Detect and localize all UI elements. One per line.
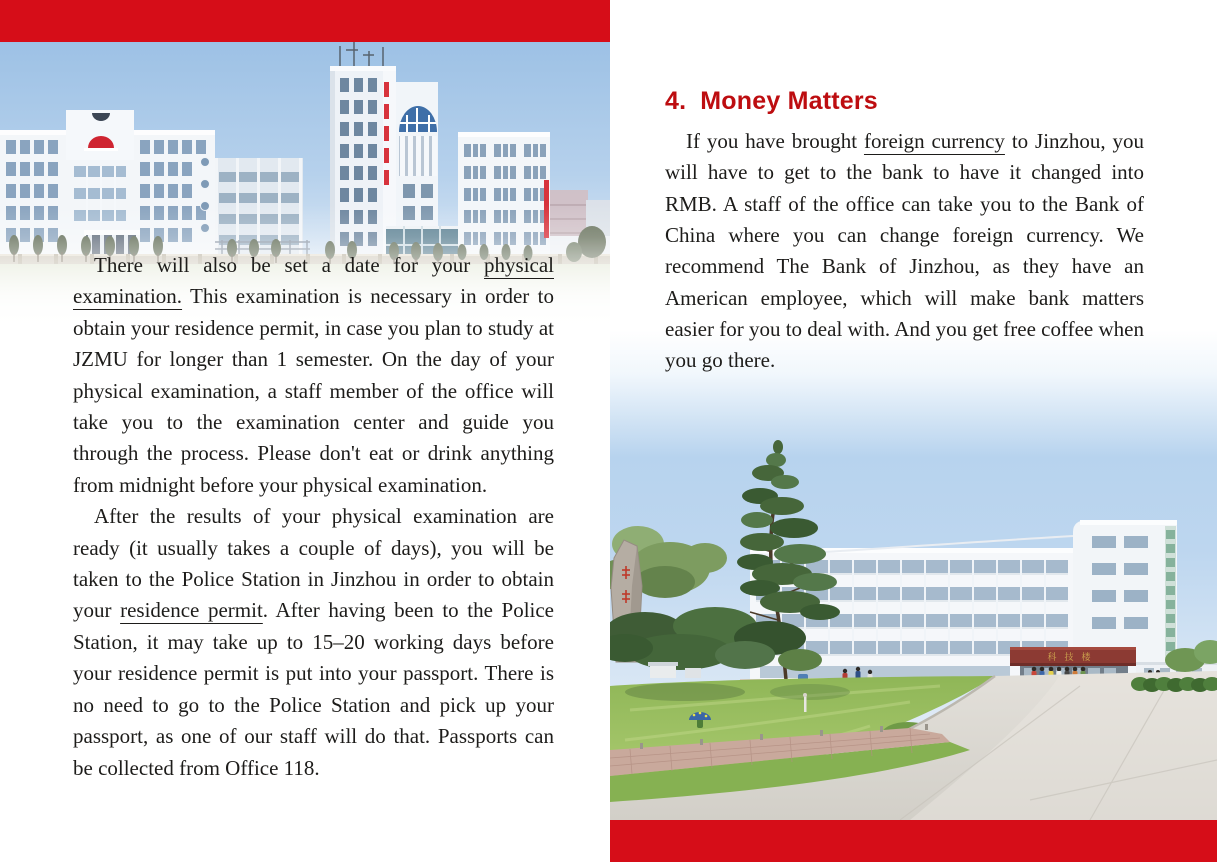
left-text-block: [73, 250, 554, 784]
paragraph-money-matters: [665, 126, 1144, 377]
paragraph-physical-examination: [73, 250, 554, 501]
lawn-pole: [804, 696, 807, 712]
entrance-sign: 科技楼: [1047, 652, 1099, 662]
underlined-phrase: foreign currency: [863, 129, 1005, 153]
underlined-phrase: physical examination.: [73, 253, 554, 309]
section-title: Money Matters: [700, 87, 878, 115]
science-building-lawn-photo: [610, 330, 1217, 820]
section-heading: [665, 87, 878, 116]
science-building-illustration: [610, 330, 1217, 820]
text-segment: There will also be set a date for your: [94, 253, 485, 277]
text-segment: This examination is necessary in order to obtain your residence permit, in case you plan to study at JZMU for longer than 1 semester. On the day of your physical examination, a staff member of the office will take you to the examination center and guide you through the process. Please don't eat or drink anything from midnight before your physical examination.: [73, 284, 554, 497]
right-text-block: [665, 126, 1144, 377]
text-segment: to Jinzhou, you will have to get to the bank to have it changed into RMB. A staff of the office can take you to the Bank of China where you can change foreign currency. We recommend The Bank of Jinzhou, as they have an American employee, which will make bank matters easier for you to deal with. And you get free coffee when you go there.: [665, 129, 1144, 373]
text-segment: After the results of your physical examination are ready (it usually takes a couple of days), you will be taken to the Police Station in Jinzhou in order to obtain your: [73, 504, 554, 623]
text-segment: . After having been to the Police Station, it may take up to 15–20 working days before your residence permit is put into your passport. There is no need to go to the Police Station and pick up your passport, as one of our staff will do that. Passports can be collected from Office 118.: [73, 598, 554, 780]
bottom-red-bar: [610, 820, 1217, 862]
top-red-bar: [0, 0, 610, 42]
paragraph-residence-permit: [73, 501, 554, 784]
text-segment: If you have brought: [686, 129, 864, 153]
page-right: [610, 0, 1217, 862]
section-number: 4.: [665, 87, 687, 115]
underlined-phrase: residence permit: [120, 598, 263, 623]
